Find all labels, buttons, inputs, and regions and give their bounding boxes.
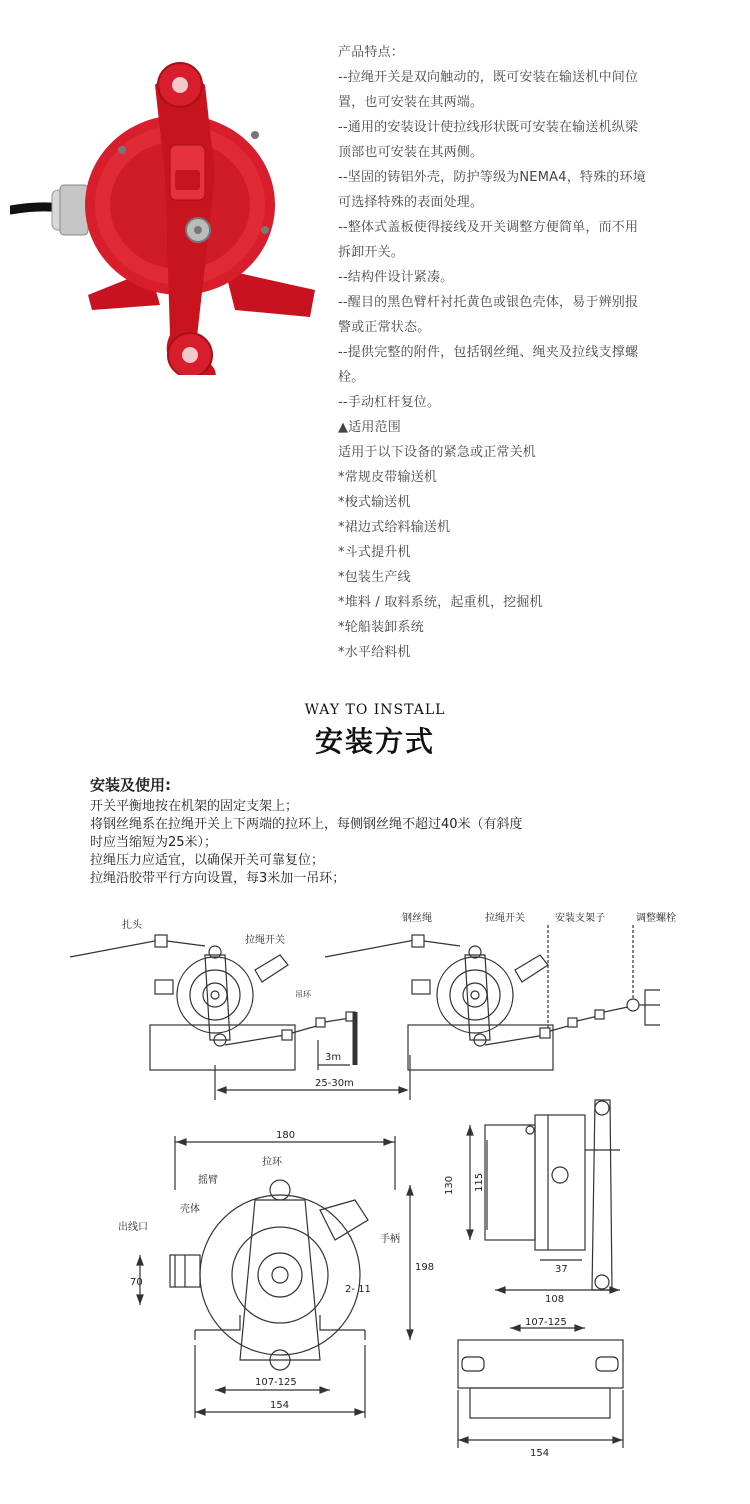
usage-line: 拉绳压力应适宜，以确保开关可靠复位； <box>90 853 325 868</box>
usage-line: 开关平衡地按在机架的固定支架上； <box>90 799 299 814</box>
feature-line: 适用于以下设备的紧急或正常关机 <box>338 445 537 460</box>
feature-line: *堆料 / 取料系统，起重机，挖掘机 <box>338 595 543 610</box>
feature-line: *轮船装卸系统 <box>338 620 424 635</box>
feature-line: 栓。 <box>338 370 365 385</box>
dim-198: 198 <box>415 1262 435 1273</box>
feature-line: 拆卸开关。 <box>338 245 405 260</box>
dim-154-a: 154 <box>270 1400 290 1411</box>
feature-line: *梭式输送机 <box>338 495 411 510</box>
feature-line: 顶部也可安装在其两侧。 <box>338 145 484 160</box>
dim-115: 115 <box>474 1172 485 1192</box>
label-bracket: 安装支架子 <box>555 913 605 924</box>
label-clamp: 扎头 <box>122 920 142 931</box>
feature-list <box>338 40 738 665</box>
feature-line: 产品特点： <box>338 45 405 60</box>
feature-line: *常规皮带输送机 <box>338 470 438 485</box>
feature-line: *裙边式给料输送机 <box>338 520 451 535</box>
label-rocker: 摇臂 <box>198 1175 218 1186</box>
dim-154-b: 154 <box>530 1448 550 1459</box>
usage-line: 时应当缩短为25米）； <box>90 835 218 850</box>
dim-180: 180 <box>276 1130 296 1141</box>
feature-line: --拉绳开关是双向触动的，既可安装在输送机中间位 <box>338 70 639 85</box>
feature-line: ▲适用范围 <box>338 420 401 435</box>
feature-line: 置，也可安装在其两端。 <box>338 95 484 110</box>
dim-70: 70 <box>130 1277 143 1288</box>
label-switch-left: 拉绳开关 <box>245 935 285 946</box>
label-ring: 吊环 <box>295 990 311 999</box>
technical-drawings <box>0 900 750 1500</box>
label-handle: 手柄 <box>380 1234 400 1245</box>
usage-title: 安装及使用: <box>90 776 171 794</box>
feature-line: *水平给料机 <box>338 645 411 660</box>
label-pull-ring: 拉环 <box>262 1157 282 1168</box>
label-shell: 壳体 <box>180 1204 200 1215</box>
dim-130: 130 <box>444 1175 455 1195</box>
label-wire: 钢丝绳 <box>402 913 432 924</box>
feature-line: 可选择特殊的表面处理。 <box>338 195 484 210</box>
install-diagram-right <box>325 925 660 1070</box>
feature-line: *斗式提升机 <box>338 545 411 560</box>
label-bolt: 调整螺栓 <box>636 913 676 924</box>
label-3m: 3m <box>325 1052 342 1063</box>
product-photo <box>10 55 330 375</box>
dim-2-11: 2- 11 <box>345 1284 371 1295</box>
feature-line: --手动杠杆复位。 <box>338 395 441 410</box>
bottom-view-drawing <box>458 1325 623 1448</box>
usage-line: 拉绳沿胶带平行方向设置，每3米加一吊环； <box>90 871 346 886</box>
feature-line: *包装生产线 <box>338 570 411 585</box>
install-diagram-left <box>70 935 410 1100</box>
dim-107-125-a: 107-125 <box>255 1377 297 1388</box>
install-title-en: WAY TO INSTALL <box>304 702 446 718</box>
side-view-drawing <box>467 1100 620 1293</box>
dim-37: 37 <box>555 1264 568 1275</box>
feature-line: --通用的安装设计使拉线形状既可安装在输送机纵梁 <box>338 120 639 135</box>
feature-line: --醒目的黑色臂杆衬托黄色或银色壳体，易于辨别报 <box>338 295 639 310</box>
install-title-cn: 安装方式 <box>314 725 435 758</box>
feature-line: 警或正常状态。 <box>338 320 431 335</box>
install-heading <box>0 702 750 760</box>
label-span: 25-30m <box>315 1078 354 1089</box>
feature-line: --整体式盖板使得接线及开关调整方便简单，而不用 <box>338 220 639 235</box>
usage-section <box>90 776 690 888</box>
usage-line: 将钢丝绳系在拉绳开关上下两端的拉环上，每侧钢丝绳不超过40米（有斜度 <box>90 817 523 832</box>
label-outlet: 出线口 <box>118 1222 148 1233</box>
dim-108: 108 <box>545 1294 565 1305</box>
front-view-drawing <box>137 1136 413 1418</box>
dim-107-125-b: 107-125 <box>525 1317 567 1328</box>
feature-line: --结构件设计紧凑。 <box>338 270 454 285</box>
feature-line: --提供完整的附件，包括钢丝绳、绳夹及拉线支撑螺 <box>338 345 639 360</box>
label-switch-right: 拉绳开关 <box>485 913 525 924</box>
feature-line: --坚固的铸铝外壳，防护等级为NEMA4，特殊的环境 <box>338 170 646 185</box>
